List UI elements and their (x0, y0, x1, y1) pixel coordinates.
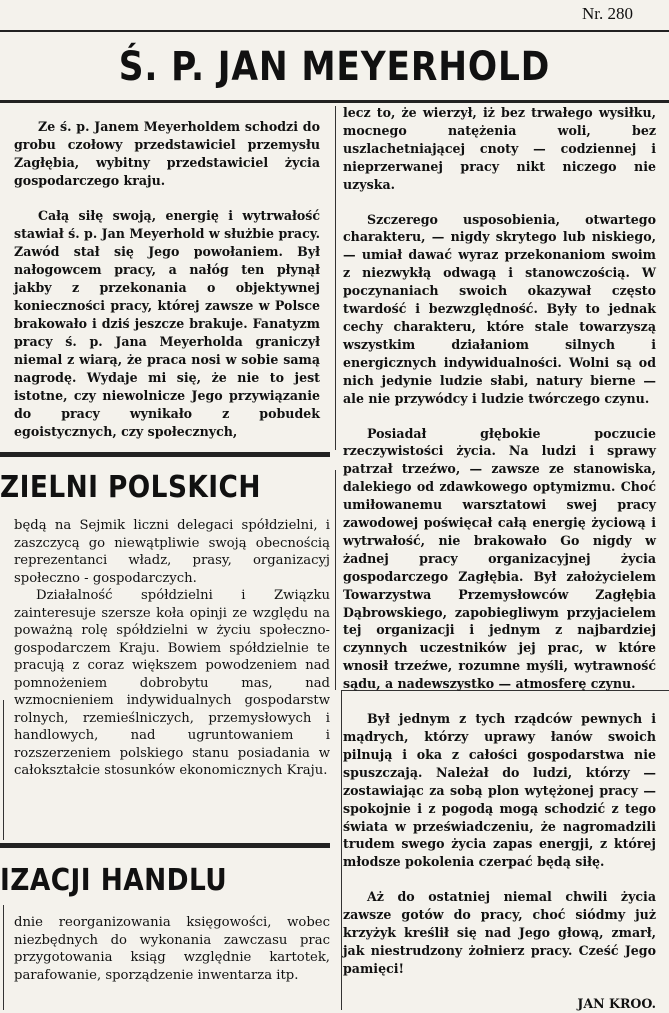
paragraph: będą na Sejmik liczni delegaci spółdzielni, i zaszczycą go niewątpliwie swoją obecnością reprezentanci władz, prasy, organizacyj społeczno - gospodarczych. (14, 518, 330, 586)
paragraph: Działalność spółdzielni i Związku zainteresuje szersze koła opinji ze względu na poważną rolę spółdzielni w życiu społeczno-gospodarczem Kraju. Bowiem spółdzielnie te pracują z coraz większem powodzeniem nad pomnożeniem dobrobytu mas, nad wzmocnieniem indywidualnych gospodarstw rolnych, rzemieślniczych, przemysłowych i handlowych, nad ugruntowaniem i rozszerzeniem polskiego stanu posiadania w całokształcie stosunków ekonomicznych Kraju. (14, 588, 330, 778)
paragraph: Posiadał głębokie poczucie rzeczywistości życia. Na ludzi i sprawy patrzał trzeźwo, — zawsze ze stanowiska, dalekiego od zdawkowego optymizmu. Choć umiłowanemu warsztatowi swej pracy zawodowej poświęcał całą energię życiową i wytrwałość, nie brakowało Go nigdy w żadnej pracy organizacyjnej życia gospodarczego Zagłębia. Był założycielem Towarzystwa Przemysłowców Zagłębia Dąbrowskiego, zapobiegliwym przyjacielem tej organizacji i jednym z najbardziej czynnych uczestników jej prac, w które wnosił trzeźwe, rozumne myśli, wytrawność sądu, a nadewszystko — atmosferę czynu. (343, 425, 656, 692)
paragraph: Całą siłę swoją, energię i wytrwałość stawiał ś. p. Jan Meyerhold w służbie pracy. Zawód stał się Jego powołaniem. Był nałogowcem pracy, a nałóg ten płynął jakby z przekonania o objektywnej konieczności pracy, której zawsze w Polsce brakowało i dziś jeszcze brakuje. Fanatyzm pracy ś. p. Jana Meyerholda graniczył niemal z wiarą, że praca nosi w sobie samą nagrodę. Wydaje mi się, że nie to jest istotne, czy niewolnicze Jego przywiązanie do pracy wynikało z pobudek egoistycznych, czy społecznych, (14, 208, 320, 439)
left-margin-rule (3, 700, 4, 840)
paragraph: dnie reorganizowania księgowości, wobec niezbędnych do wykonania zawczasu prac przygotowania ksiąg względnie kartotek, parafowanie, sporządzenie inwentarza itp. (14, 915, 330, 983)
column-rule-mid (335, 470, 336, 690)
top-rule (0, 30, 669, 32)
section-divider (0, 452, 330, 457)
paragraph: lecz to, że wierzył, iż bez trwałego wysiłku, mocnego natężenia woli, bez uszlachetniającej cnoty — codziennej i nieprzerwanej pracy nikt niczego nie uzyska. (343, 105, 656, 192)
page-number: Nr. 280 (582, 4, 633, 23)
paragraph: Był jednym z tych rządców pewnych i mądrych, którzy uprawy łanów swoich pilnują i oka z całości gospodarstwa nie spuszczają. Należał do ludzi, którzy — zostawiając za sobą plon wytężonej pracy — spokojnie i z pogodą mogą schodzić z tego świata w przeświadczeniu, że nagromadzili trudem swego życia zapas energji, z której młodsze pokolenia czerpać będą siłę. (343, 711, 656, 870)
left-margin-rule-2 (3, 905, 4, 1010)
section-heading: ZIELNI POLSKICH (0, 470, 261, 505)
left-column (14, 118, 320, 441)
section-divider (0, 843, 330, 848)
section-body (14, 914, 330, 984)
paragraph: Ze ś. p. Janem Meyerholdem schodzi do grobu czołowy przedstawiciel przemysłu Zagłębia, wybitny przedstawiciel życia gospodarczego kraju. (14, 119, 320, 188)
right-box-rule (341, 690, 342, 1010)
title-rule (0, 100, 669, 103)
right-column (343, 104, 656, 1013)
paragraph: Szczerego usposobienia, otwartego charakteru, — nigdy skrytego lub niskiego, — umiał dawać wyraz przekonaniom swoim z niezwykłą odwagą i stanowczością. W poczynaniach swoich okazywał często twardość i bezwzględność. Były to jednak cechy charakteru, które stale towarzyszą wszystkim działaniom silnych i energicznych indywidualności. Wolni są od nich jedynie ludzie słabi, natury bierne — ale nie przywódcy i ludzie twórczego czynu. (343, 211, 656, 406)
signature: JAN KROO. (577, 995, 656, 1011)
section-body (14, 517, 330, 780)
paragraph: Aż do ostatniej niemal chwili życia zawsze gotów do pracy, choć siódmy już krzyżyk kreślił się nad Jego głową, zmarł, jak niestrudzony żołnierz pracy. Cześć Jego pamięci! (343, 889, 656, 976)
article-title: Ś. P. JAN MEYERHOLD (118, 44, 551, 90)
column-rule-top (335, 106, 336, 450)
section-heading: IZACJI HANDLU (0, 863, 228, 898)
